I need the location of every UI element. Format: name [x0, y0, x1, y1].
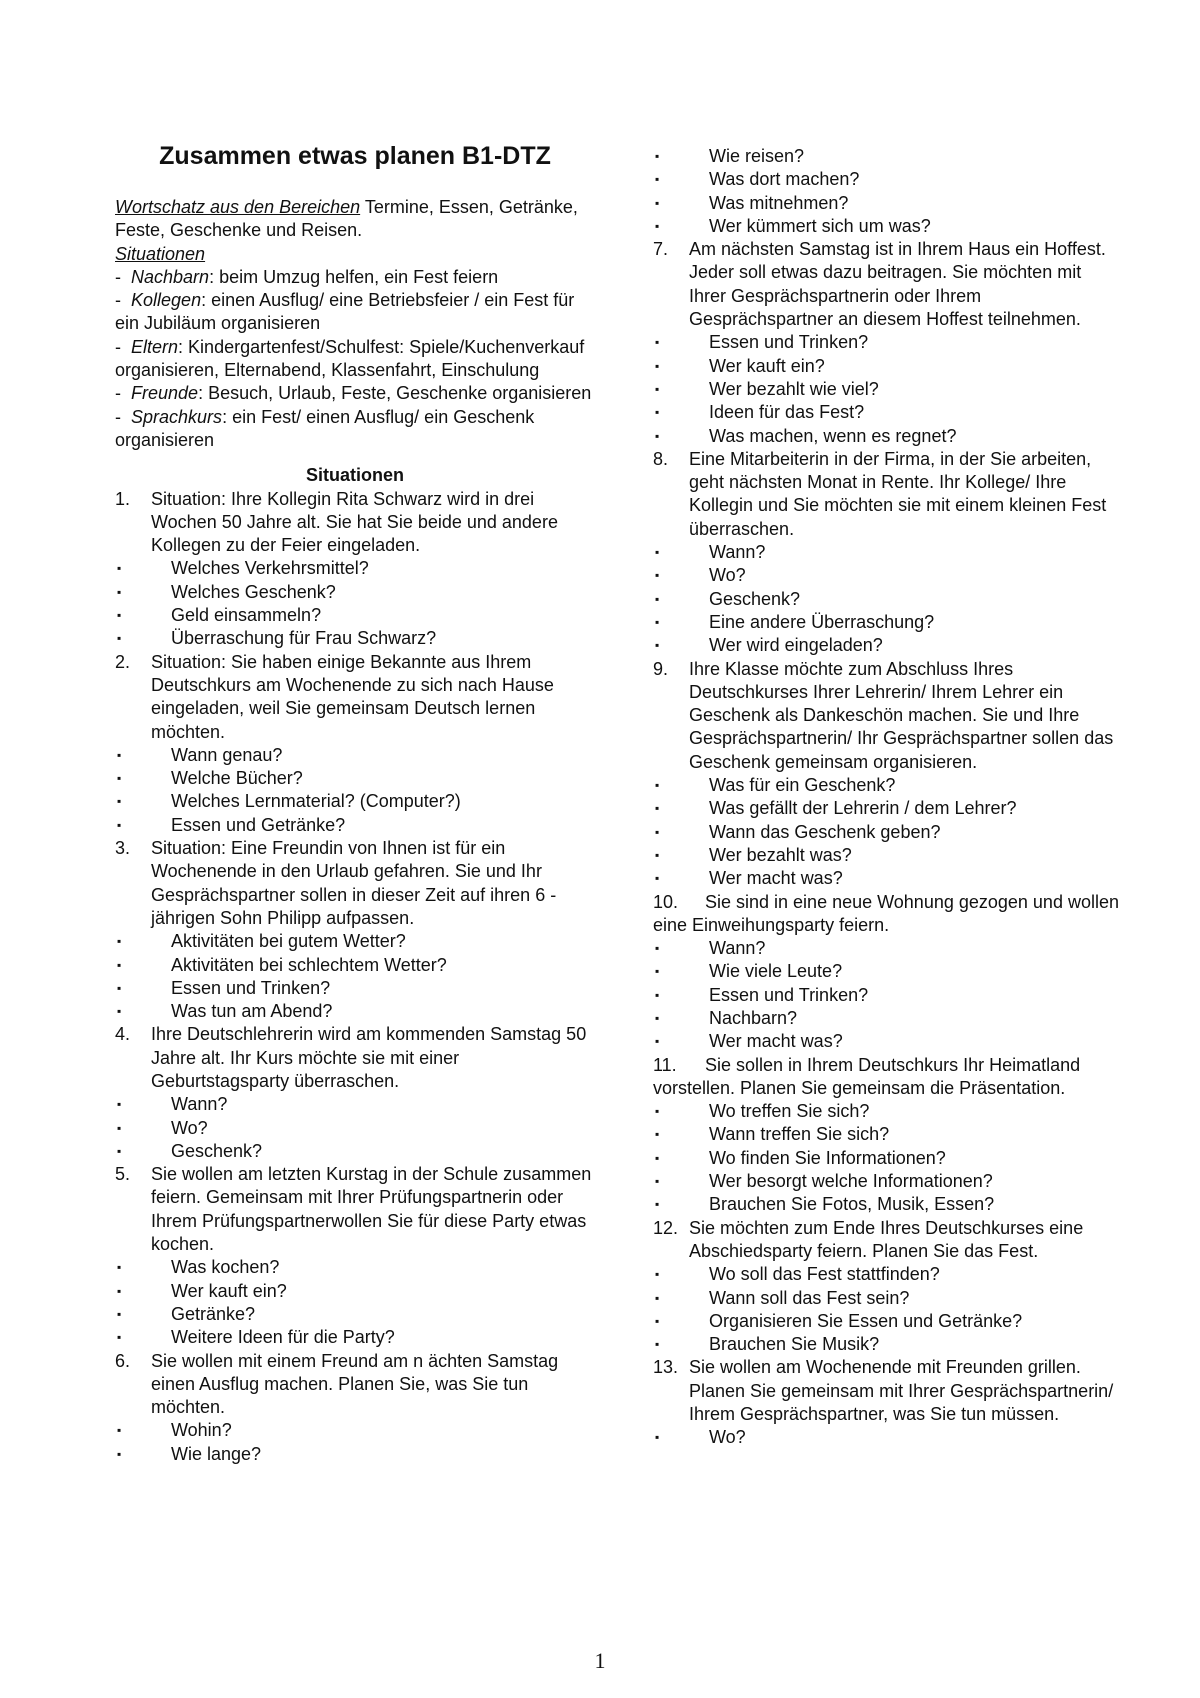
question-item [653, 192, 1123, 215]
question-text: Welches Verkehrsmittel? [171, 558, 369, 579]
situation-item [653, 658, 1123, 774]
question-text: Essen und Getränke? [171, 814, 346, 835]
bullet-icon: ▪ [117, 1120, 122, 1135]
intro-dash: - [115, 266, 121, 287]
question-text: Wer macht was? [709, 868, 843, 889]
question-item [653, 937, 1123, 960]
question-text: Wo? [171, 1117, 208, 1138]
bullet-icon: ▪ [655, 545, 660, 560]
bullet-icon: ▪ [117, 1446, 122, 1461]
intro-item [115, 266, 595, 289]
question-item [653, 355, 1123, 378]
intro-dash: - [115, 406, 121, 427]
intro-block [115, 196, 595, 452]
question-text: Wann das Geschenk geben? [709, 821, 941, 842]
situation-item [653, 238, 1123, 331]
intro-text: : Besuch, Urlaub, Feste, Geschenke organisieren [198, 383, 592, 404]
question-item [653, 401, 1123, 424]
question-item [115, 1256, 595, 1279]
situation-item [653, 1356, 1123, 1426]
bullet-icon: ▪ [117, 747, 122, 762]
question-text: Was mitnehmen? [709, 192, 849, 213]
question-item [115, 604, 595, 627]
question-item [115, 1117, 595, 1140]
bullet-icon: ▪ [117, 1143, 122, 1158]
question-item [115, 954, 595, 977]
bullet-icon: ▪ [655, 172, 660, 187]
situation-item [653, 1054, 1123, 1101]
question-item [653, 844, 1123, 867]
question-text: Organisieren Sie Essen und Getränke? [709, 1310, 1023, 1331]
question-text: Essen und Trinken? [171, 977, 331, 998]
bullet-icon: ▪ [655, 1010, 660, 1025]
question-item [653, 215, 1123, 238]
bullet-icon: ▪ [655, 568, 660, 583]
question-item [115, 977, 595, 1000]
question-text: Nachbarn? [709, 1007, 798, 1028]
situation-number: 7. [653, 239, 669, 260]
bullet-icon: ▪ [655, 941, 660, 956]
question-text: Essen und Trinken? [709, 984, 869, 1005]
question-text: Was für ein Geschenk? [709, 775, 896, 796]
question-text: Wohin? [171, 1420, 232, 1441]
bullet-icon: ▪ [117, 1283, 122, 1298]
question-text: Essen und Trinken? [709, 332, 869, 353]
situation-item [653, 1217, 1123, 1264]
bullet-icon: ▪ [117, 771, 122, 786]
bullet-icon: ▪ [655, 1290, 660, 1305]
bullet-icon: ▪ [655, 778, 660, 793]
bullet-icon: ▪ [117, 1097, 122, 1112]
page-title: Zusammen etwas planen B1-DTZ [159, 142, 551, 170]
wortschatz-label: Wortschatz aus den Bereichen [115, 197, 361, 217]
bullet-icon: ▪ [655, 1337, 660, 1352]
question-item [653, 1100, 1123, 1123]
situationen-label: Situationen [115, 243, 206, 264]
bullet-icon: ▪ [655, 801, 660, 816]
question-text: Wann soll das Fest sein? [709, 1287, 910, 1308]
question-text: Geschenk? [709, 588, 801, 609]
bullet-icon: ▪ [655, 149, 660, 163]
question-item [653, 1007, 1123, 1030]
question-item [115, 814, 595, 837]
question-text: Wer besorgt welche Informationen? [709, 1171, 993, 1192]
situations-list-left [115, 488, 595, 1466]
bullet-icon: ▪ [655, 218, 660, 233]
bullet-icon: ▪ [655, 381, 660, 396]
bullet-icon: ▪ [117, 980, 122, 995]
bullet-icon: ▪ [655, 358, 660, 373]
bullet-icon: ▪ [655, 638, 660, 653]
situation-text: Ihre Deutschlehrerin wird am kommenden Samstag 50 Jahre alt. Ihr Kurs möchte sie mit einer Geburtstagsparty überraschen. [151, 1024, 587, 1091]
question-text: Was machen, wenn es regnet? [709, 425, 957, 446]
question-item [115, 1326, 595, 1349]
situation-number: 6. [115, 1350, 131, 1371]
situation-number: 10. [653, 891, 679, 912]
intro-dash: - [115, 383, 121, 404]
question-item [653, 1310, 1123, 1333]
question-item [653, 331, 1123, 354]
question-text: Ideen für das Fest? [709, 402, 865, 423]
question-item [115, 557, 595, 580]
bullet-icon: ▪ [117, 794, 122, 809]
question-item [653, 1333, 1123, 1356]
situation-text: Situation: Eine Freundin von Ihnen ist für ein Wochenende in den Urlaub gefahren. Sie und Ihr Gesprächspartner sollen in dieser Zeit auf ihren 6 -jährigen Sohn Philipp aufpassen. [151, 838, 557, 928]
intro-key: Sprachkurs [131, 406, 223, 427]
bullet-icon: ▪ [117, 934, 122, 949]
bullet-icon: ▪ [655, 428, 660, 443]
bullet-icon: ▪ [117, 1004, 122, 1019]
question-text: Überraschung für Frau Schwarz? [171, 628, 437, 649]
bullet-icon: ▪ [117, 608, 122, 623]
bullet-icon: ▪ [655, 987, 660, 1002]
bullet-icon: ▪ [655, 824, 660, 839]
question-item [653, 1123, 1123, 1146]
question-item [653, 564, 1123, 587]
question-item [653, 960, 1123, 983]
situation-number: 3. [115, 838, 131, 859]
question-item [115, 767, 595, 790]
situation-item [653, 448, 1123, 541]
situation-text: Sie wollen am letzten Kurstag in der Schule zusammen feiern. Gemeinsam mit Ihrer Prüfungspartnerin oder Ihrem Prüfungspartnerwollen Sie für diese Party etwas kochen. [151, 1164, 592, 1255]
question-item [115, 790, 595, 813]
bullet-icon: ▪ [655, 335, 660, 350]
situation-text: Situation: Sie haben einige Bekannte aus Ihrem Deutschkurs am Wochenende zu sich nach Hause eingeladen, weil Sie gemeinsam Deutsch lernen möchten. [151, 651, 554, 742]
question-item [115, 1093, 595, 1116]
question-item [653, 821, 1123, 844]
bullet-icon: ▪ [655, 1430, 660, 1445]
bullet-icon: ▪ [655, 1034, 660, 1049]
situation-number: 8. [653, 448, 669, 469]
situationen-heading: Situationen [306, 465, 404, 486]
question-text: Aktivitäten bei gutem Wetter? [171, 931, 406, 952]
bullet-icon: ▪ [117, 561, 122, 576]
situation-number: 9. [653, 658, 669, 679]
question-item [653, 1170, 1123, 1193]
bullet-icon: ▪ [655, 591, 660, 606]
question-item [653, 1147, 1123, 1170]
question-text: Wie viele Leute? [709, 961, 843, 982]
bullet-icon: ▪ [655, 405, 660, 420]
question-text: Wer kauft ein? [709, 355, 825, 376]
situation-item [115, 1350, 595, 1420]
question-item [115, 1280, 595, 1303]
question-text: Aktivitäten bei schlechtem Wetter? [171, 954, 447, 975]
question-item [653, 867, 1123, 890]
intro-text: : einen Ausflug/ eine Betriebsfeier / ein Fest für ein Jubiläum organisieren [115, 290, 575, 334]
intro-items [115, 266, 595, 452]
intro-key: Nachbarn [131, 266, 210, 287]
bullet-icon: ▪ [655, 1313, 660, 1328]
situation-number: 1. [115, 488, 131, 509]
question-text: Wann genau? [171, 744, 283, 765]
situation-number: 5. [115, 1164, 131, 1185]
situation-text: Eine Mitarbeiterin in der Firma, in der Sie arbeiten, geht nächsten Monat in Rente. Ihr Kollege/ Ihre Kollegin und Sie möchten sie mit einem kleinen Fest überraschen. [689, 448, 1107, 539]
wortschatz-text: Termine, Essen, Getränke, Feste, Geschenke und Reisen. [115, 197, 578, 241]
situation-item [115, 837, 595, 930]
question-text: Welche Bücher? [171, 768, 303, 789]
bullet-icon: ▪ [117, 957, 122, 972]
question-item [653, 634, 1123, 657]
question-text: Wann? [709, 542, 766, 563]
question-item [653, 1287, 1123, 1310]
question-text: Wann? [171, 1094, 228, 1115]
intro-item [115, 336, 595, 383]
question-item [653, 425, 1123, 448]
situation-text: Sie wollen am Wochenende mit Freunden grillen. Planen Sie gemeinsam mit Ihrer Gesprächspartnerin/ Ihrem Gesprächspartner, was Sie tun müssen. [689, 1357, 1114, 1425]
question-text: Getränke? [171, 1303, 256, 1324]
question-text: Eine andere Überraschung? [709, 611, 935, 632]
question-item [115, 1419, 595, 1442]
question-item [653, 984, 1123, 1007]
question-text: Wo? [709, 565, 746, 586]
bullet-icon: ▪ [655, 871, 660, 886]
question-text: Wann treffen Sie sich? [709, 1124, 890, 1145]
question-text: Wer wird eingeladen? [709, 635, 883, 656]
question-item [653, 1193, 1123, 1216]
question-item [653, 774, 1123, 797]
bullet-icon: ▪ [655, 1197, 660, 1212]
question-text: Wo? [709, 1427, 746, 1448]
question-item [653, 1030, 1123, 1053]
question-item [115, 627, 595, 650]
question-item [653, 168, 1123, 191]
question-text: Wie lange? [171, 1443, 262, 1464]
question-item [653, 797, 1123, 820]
question-item [115, 1140, 595, 1163]
bullet-icon: ▪ [117, 584, 122, 599]
situationen-label-line [115, 243, 595, 266]
question-item [115, 1443, 595, 1466]
question-item [653, 1426, 1123, 1449]
question-item [115, 1303, 595, 1326]
bullet-icon: ▪ [117, 1423, 122, 1438]
situation-number: 11. [653, 1054, 677, 1075]
intro-item [115, 406, 595, 453]
question-item [653, 145, 1123, 168]
bullet-icon: ▪ [655, 1267, 660, 1282]
intro-text: : ein Fest/ einen Ausflug/ ein Geschenk organisieren [115, 406, 535, 450]
question-item [653, 611, 1123, 634]
situation-number: 13. [653, 1357, 679, 1378]
situation-item [115, 488, 595, 558]
situation-item [115, 1023, 595, 1093]
intro-dash: - [115, 290, 121, 311]
situation-item [653, 891, 1123, 938]
question-item [115, 1000, 595, 1023]
question-item [115, 930, 595, 953]
bullet-icon: ▪ [655, 195, 660, 210]
situation-number: 2. [115, 651, 131, 672]
bullet-icon: ▪ [655, 1127, 660, 1142]
question-text: Was kochen? [171, 1257, 280, 1278]
intro-key: Kollegen [131, 290, 202, 311]
bullet-icon: ▪ [655, 964, 660, 979]
situation-item [115, 1163, 595, 1256]
intro-item [115, 289, 595, 336]
situation-text: Sie sind in eine neue Wohnung gezogen und wollen eine Einweihungsparty feiern. [653, 891, 1119, 935]
bullet-icon: ▪ [117, 817, 122, 832]
question-text: Welches Geschenk? [171, 581, 336, 602]
question-text: Wer macht was? [709, 1031, 843, 1052]
situation-text: Sie wollen mit einem Freund am n ächten Samstag einen Ausflug machen. Planen Sie, was Sie tun möchten. [151, 1350, 559, 1418]
right-column [653, 145, 1123, 1450]
bullet-icon: ▪ [655, 614, 660, 629]
page-number: 1 [594, 1648, 606, 1673]
question-text: Wo soll das Fest stattfinden? [709, 1264, 940, 1285]
bullet-icon: ▪ [655, 1174, 660, 1189]
question-text: Wer bezahlt was? [709, 844, 852, 865]
situation-text: Sie sollen in Ihrem Deutschkurs Ihr Heimatland vorstellen. Planen Sie gemeinsam die Präsentation. [653, 1054, 1081, 1098]
situation-text: Sie möchten zum Ende Ihres Deutschkurses eine Abschiedsparty feiern. Planen Sie das Fest. [689, 1217, 1084, 1261]
question-text: Weitere Ideen für die Party? [171, 1327, 395, 1348]
question-text: Geld einsammeln? [171, 605, 322, 626]
question-text: Wo treffen Sie sich? [709, 1101, 870, 1122]
question-item [653, 588, 1123, 611]
question-text: Wann? [709, 938, 766, 959]
situation-number: 12. [653, 1217, 679, 1238]
intro-key: Freunde [131, 383, 199, 404]
question-text: Was dort machen? [709, 169, 860, 190]
question-text: Brauchen Sie Musik? [709, 1334, 880, 1355]
question-text: Welches Lernmaterial? (Computer?) [171, 791, 461, 812]
bullet-icon: ▪ [117, 1260, 122, 1275]
bullet-icon: ▪ [655, 1104, 660, 1119]
situation-text: Ihre Klasse möchte zum Abschluss Ihres Deutschkurses Ihrer Lehrerin/ Ihrem Lehrer ein Geschenk als Dankeschön machen. Sie und Ihre Gesprächspartnerin/ Ihr Gesprächspartner sollen das Geschenk gemeinsam organisieren. [689, 658, 1114, 772]
bullet-icon: ▪ [655, 1150, 660, 1165]
question-item [653, 541, 1123, 564]
question-text: Was tun am Abend? [171, 1001, 333, 1022]
question-text: Wer bezahlt wie viel? [709, 378, 879, 399]
situations-list-right [653, 145, 1123, 1450]
bullet-icon: ▪ [117, 1330, 122, 1345]
question-item [115, 581, 595, 604]
intro-item [115, 382, 595, 405]
question-text: Wer kümmert sich um was? [709, 215, 931, 236]
bullet-icon: ▪ [117, 1306, 122, 1321]
bullet-icon: ▪ [655, 847, 660, 862]
bullet-icon: ▪ [117, 631, 122, 646]
left-column [115, 140, 595, 1466]
question-item [653, 378, 1123, 401]
question-text: Was gefällt der Lehrerin / dem Lehrer? [709, 798, 1017, 819]
intro-text: : beim Umzug helfen, ein Fest feiern [209, 266, 499, 287]
intro-key: Eltern [131, 336, 179, 357]
intro-text: : Kindergartenfest/Schulfest: Spiele/Kuchenverkauf organisieren, Elternabend, Klassenfahrt, Einschulung [115, 336, 585, 381]
question-text: Geschenk? [171, 1140, 263, 1161]
question-text: Wo finden Sie Informationen? [709, 1147, 946, 1168]
intro-dash: - [115, 336, 121, 357]
question-text: Brauchen Sie Fotos, Musik, Essen? [709, 1194, 995, 1215]
situation-text: Situation: Ihre Kollegin Rita Schwarz wird in drei Wochen 50 Jahre alt. Sie hat Sie beide und andere Kollegen zu der Feier eingeladen. [151, 488, 558, 556]
situation-item [115, 651, 595, 744]
question-item [115, 744, 595, 767]
wortschatz-line [115, 196, 595, 243]
question-text: Wie reisen? [709, 146, 805, 166]
question-text: Wer kauft ein? [171, 1280, 287, 1301]
situation-number: 4. [115, 1024, 131, 1045]
situation-text: Am nächsten Samstag ist in Ihrem Haus ein Hoffest. Jeder soll etwas dazu beitragen. Sie möchten mit Ihrer Gesprächspartnerin oder Ihrem Gesprächspartner an diesem Hoffest teilnehmen. [689, 239, 1106, 330]
question-item [653, 1263, 1123, 1286]
